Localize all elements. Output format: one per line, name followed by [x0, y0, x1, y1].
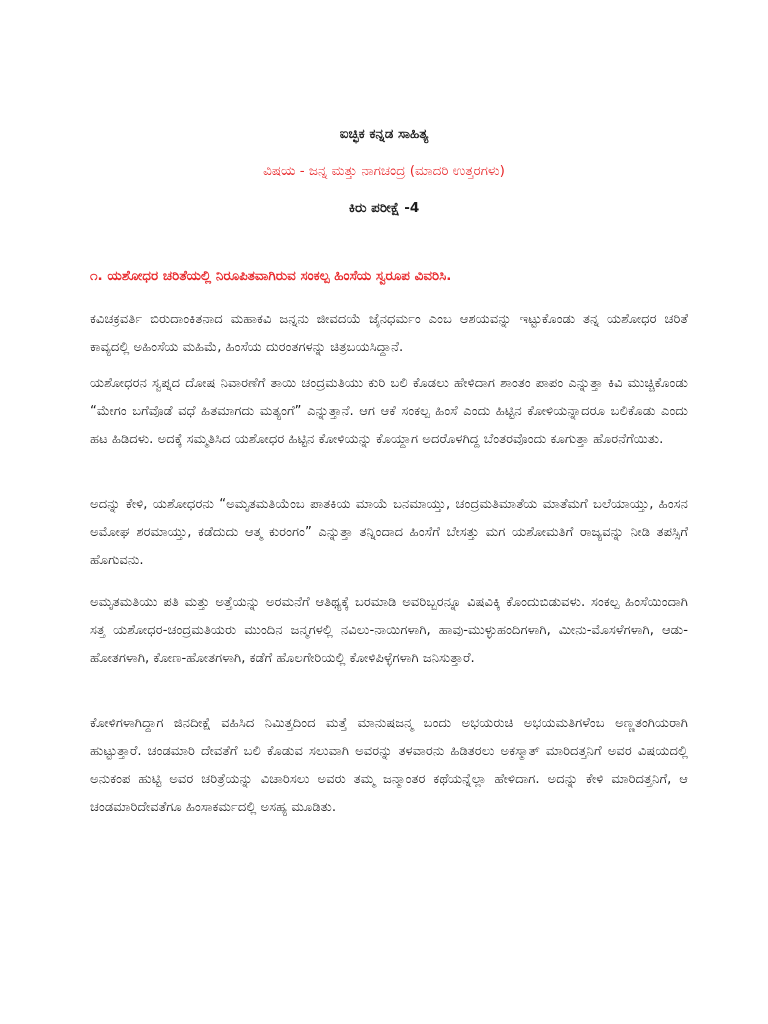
answer-paragraph-3: ಅದನ್ನು ಕೇಳಿ, ಯಶೋಧರನು “ಅಮೃತಮತಿಯೆಂಬ ಪಾತಕಿಯ ಮಾಯೆ ಬನಮಾಯ್ತು, ಚಂದ್ರಮತಿಮಾತೆಯ ಮಾತೆಮಗೆ ಬಲೆಯಾಯ್ತು, ಹಿಂಸನ ಅಮೋಘ ಶರಮಾಯ್ತು, ಕಡೆದುದು ಆತ್ಮ ಕುರಂಗಂ” ಎನ್ನುತ್ತಾ ತನ್ನಿಂದಾದ ಹಿಂಸೆಗೆ ಬೇಸತ್ತು ಮಗ ಯಶೋಮತಿಗೆ ರಾಜ್ಯವನ್ನು ನೀಡಿ ತಪಸ್ಸಿಗೆ ಹೊಗುವನು. [90, 497, 688, 568]
document-title: ಐಚ್ಛಿಕ ಕನ್ನಡ ಸಾಹಿತ್ಯ [339, 126, 429, 142]
answer-paragraph-5: ಕೋಳಿಗಳಾಗಿದ್ದಾಗ ಜಿನದೀಕ್ಷೆ ವಹಿಸಿದ ನಿಮಿತ್ತದಿಂದ ಮತ್ತೆ ಮಾನುಷಜನ್ಮ ಬಂದು ಅಭಯರುಚಿ ಅಭಯಮತಿಗಳೆಂಬ ಅಣ್ಣತಂಗಿಯರಾಗಿ ಹುಟ್ಟುತ್ತಾರೆ. ಚಂಡಮಾರಿ ದೇವತೆಗೆ ಬಲಿ ಕೊಡುವ ಸಲುವಾಗಿ ಅವರನ್ನು ತಳವಾರನು ಹಿಡಿತರಲು ಅಕಸ್ಮಾತ್ ಮಾರಿದತ್ತನಿಗೆ ಅವರ ವಿಷಯದಲ್ಲಿ ಅನುಕಂಪ ಹುಟ್ಟಿ ಅವರ ಚರಿತ್ರೆಯನ್ನು ವಿಚಾರಿಸಲು ಅವರು ತಮ್ಮ ಜನ್ಮಾಂತರ ಕಥೆಯನ್ನೆಲ್ಲಾ ಹೇಳಿದಾಗ. ಅದನ್ನು ಕೇಳಿ ಮಾರಿದತ್ತನಿಗೆ, ಆ ಚಂಡಮಾರಿದೇವತೆಗೂ ಹಿಂಸಾಕರ್ಮದಲ್ಲಿ ಅಸಹ್ಯ ಮೂಡಿತು. [90, 716, 688, 815]
subject-heading: ವಿಷಯ - ಜನ್ನ ಮತ್ತು ನಾಗಚಂದ್ರ (ಮಾದರಿ ಉತ್ತರಗಳು) [263, 163, 505, 179]
exam-heading: ಕಿರು ಪರೀಕ್ಷೆ -4 [348, 200, 420, 216]
question-heading: ೧. ಯಶೋಧರ ಚರಿತೆಯಲ್ಲಿ ನಿರೂಪಿತವಾಗಿರುವ ಸಂಕಲ್ಪ ಹಿಂಸೆಯ ಸ್ವರೂಪ ವಿವರಿಸಿ. [90, 268, 452, 284]
answer-paragraph-1: ಕವಿಚಕ್ರವರ್ತಿ ಬಿರುದಾಂಕಿತನಾದ ಮಹಾಕವಿ ಜನ್ನನು ಜೀವದಯೆ ಜೈನಧರ್ಮಂ ಎಂಬ ಆಶಯವನ್ನು ಇಟ್ಟುಕೊಂಡು ತನ್ನ ಯಶೋಧರ ಚರಿತೆ ಕಾವ್ಯದಲ್ಲಿ ಅಹಿಂಸೆಯ ಮಹಿಮೆ, ಹಿಂಸೆಯ ದುರಂತಗಳನ್ನು ಚಿತ್ರಬಯಸಿದ್ದಾನೆ. [90, 312, 688, 355]
answer-paragraph-4: ಅಮೃತಮತಿಯು ಪತಿ ಮತ್ತು ಅತ್ತೆಯನ್ನು ಅರಮನೆಗೆ ಆತಿಥ್ಯಕ್ಕೆ ಬರಮಾಡಿ ಅವರಿಬ್ಬರನ್ನೂ ವಿಷವಿಕ್ಕಿ ಕೊಂದುಬಿಡುವಳು. ಸಂಕಲ್ಪ ಹಿಂಸೆಯಿಂದಾಗಿ ಸತ್ತ ಯಶೋಧರ-ಚಂದ್ರಮತಿಯರು ಮುಂದಿನ ಜನ್ಮಗಳಲ್ಲಿ ನವಿಲು-ನಾಯಿಗಳಾಗಿ, ಹಾವು-ಮುಳ್ಳುಹಂದಿಗಳಾಗಿ, ಮೀನು-ಮೊಸಳೆಗಳಾಗಿ, ಆಡು-ಹೋತಗಳಾಗಿ, ಕೋಣ-ಹೋತಗಳಾಗಿ, ಕಡೆಗೆ ಹೊಲಗೇರಿಯಲ್ಲಿ ಕೋಳಿಪಿಳ್ಳೆಗಳಾಗಿ ಜನಿಸುತ್ತಾರೆ. [90, 595, 688, 666]
answer-paragraph-2: ಯಶೋಧರನ ಸ್ವಪ್ನದ ದೋಷ ನಿವಾರಣೆಗೆ ತಾಯಿ ಚಂದ್ರಮತಿಯು ಕುರಿ ಬಲಿ ಕೊಡಲು ಹೇಳಿದಾಗ ಶಾಂತಂ ಪಾಪಂ ಎನ್ನುತ್ತಾ ಕಿವಿ ಮುಚ್ಚಿಕೊಂಡು “ಮೇಗಂ ಬಗೆವೊಡೆ ವಧೆ ಹಿತಮಾಗದು ಮತ್ಯಂಗೆ” ಎನ್ನುತ್ತಾನೆ. ಆಗ ಆಕೆ ಸಂಕಲ್ಪ ಹಿಂಸೆ ಎಂದು ಹಿಟ್ಟಿನ ಕೋಳಿಯನ್ನಾದರೂ ಬಲಿಕೊಡು ಎಂದು ಹಟ ಹಿಡಿದಳು. ಅದಕ್ಕೆ ಸಮ್ಮತಿಸಿದ ಯಶೋಧರ ಹಿಟ್ಟಿನ ಕೋಳಿಯನ್ನು ಕೊಯ್ದಾಗ ಅದರೊಳಗಿದ್ದ ಬೆಂತರವೊಂದು ಕೂಗುತ್ತಾ ಹೊರನೆಗೆಯಿತು. [90, 376, 688, 447]
